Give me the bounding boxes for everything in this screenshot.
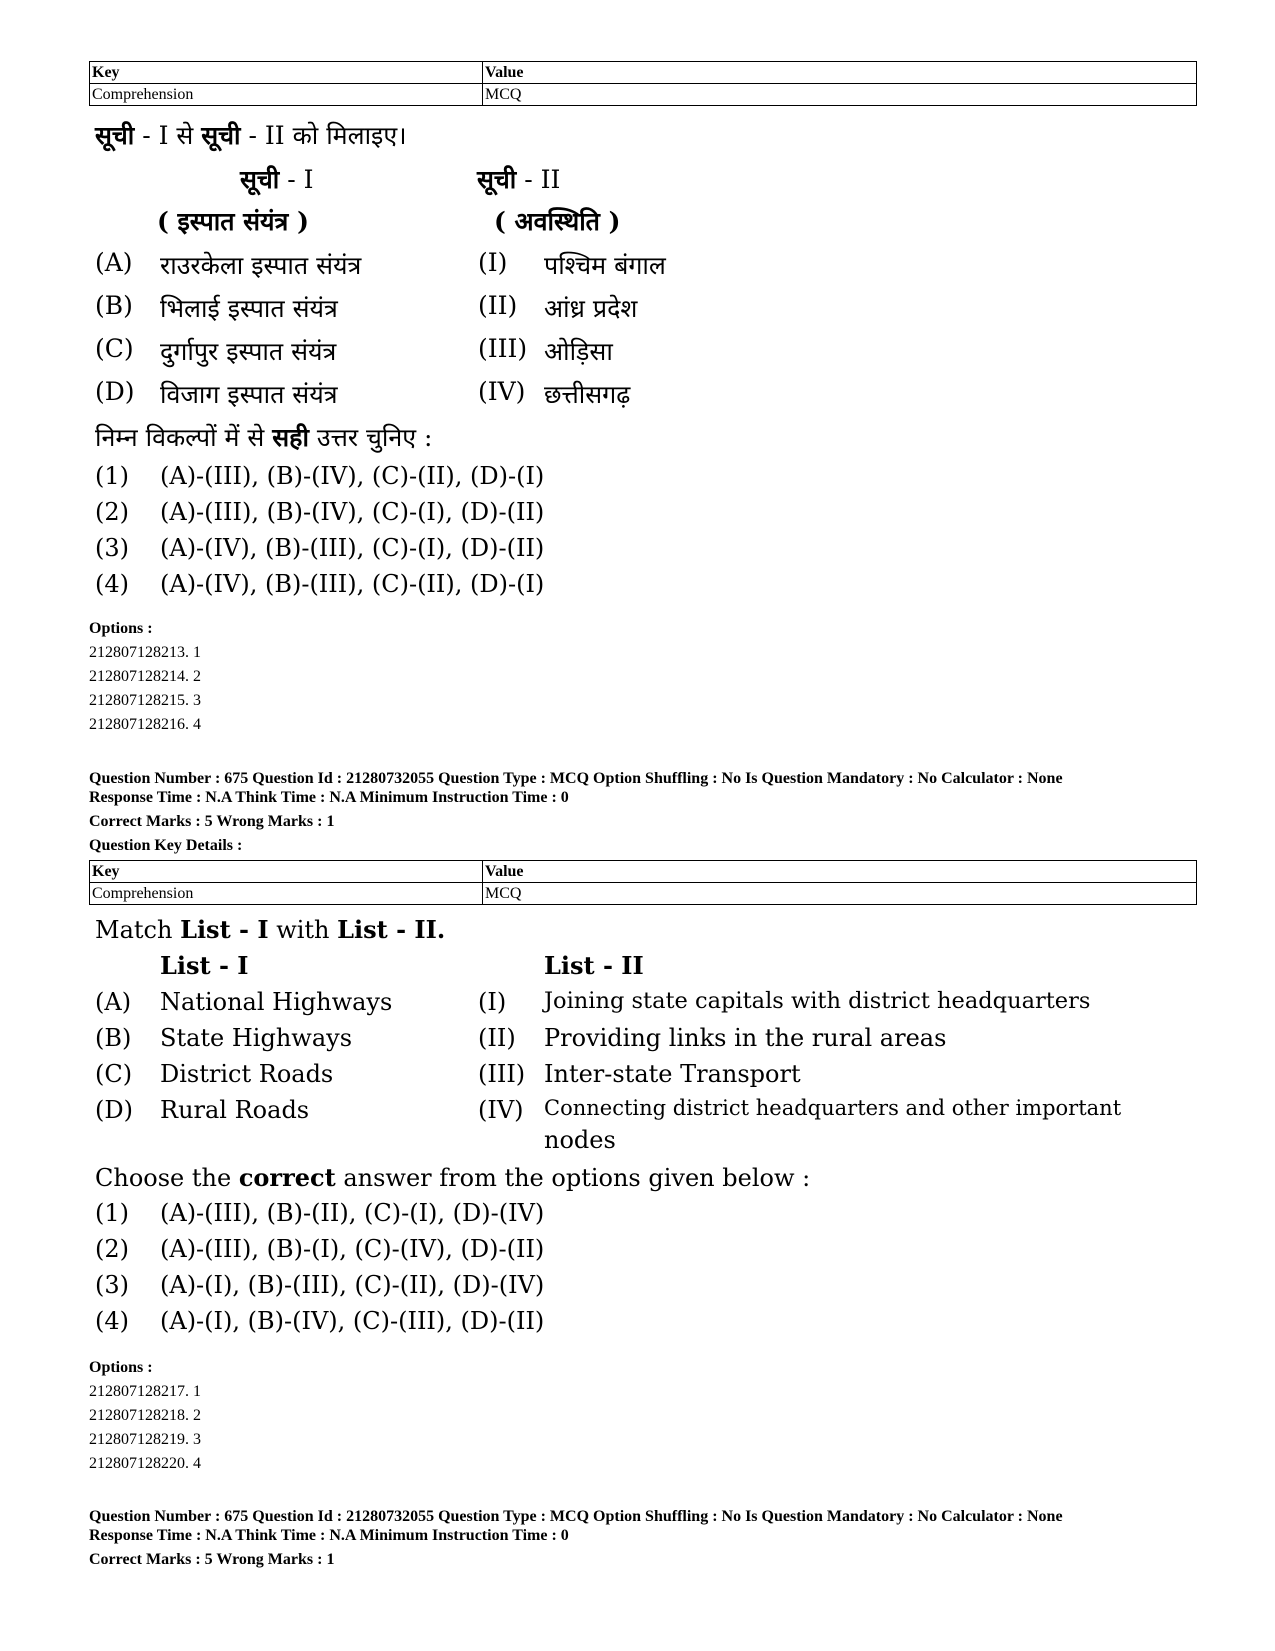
match-item: विजाग इस्पात संयंत्र [160, 380, 338, 409]
choose-instruction: Choose the correct answer from the options given below : [95, 1163, 811, 1192]
option-id: 212807128219. 3 [89, 1431, 201, 1448]
table-header-key: Key [90, 861, 483, 883]
options-label: Options : [89, 620, 153, 637]
question-meta-line: Response Time : N.A Think Time : N.A Minimum Instruction Time : 0 [89, 1527, 569, 1544]
list-2-heading: सूची - II [477, 165, 561, 194]
answer-option-text: (A)-(III), (B)-(II), (C)-(I), (D)-(IV) [160, 1199, 545, 1227]
match-label: (I) [478, 248, 508, 277]
option-id: 212807128215. 3 [89, 692, 201, 709]
match-label: (B) [95, 291, 133, 320]
match-item-continued: nodes [544, 1126, 616, 1154]
match-item: State Highways [160, 1024, 353, 1052]
match-item: छत्तीसगढ़ [544, 380, 631, 409]
option-id: 212807128217. 1 [89, 1383, 201, 1400]
match-item: Rural Roads [160, 1096, 310, 1124]
option-id: 212807128216. 4 [89, 716, 201, 733]
list-2-subheading: ( अवस्थिति ) [494, 207, 621, 236]
answer-option-text: (A)-(I), (B)-(IV), (C)-(III), (D)-(II) [160, 1307, 545, 1335]
match-label: (A) [95, 988, 132, 1016]
answer-option-text: (A)-(I), (B)-(III), (C)-(II), (D)-(IV) [160, 1271, 545, 1299]
answer-option-number: (3) [95, 534, 129, 562]
match-item: दुर्गापुर इस्पात संयंत्र [160, 337, 337, 366]
table-cell-key: Comprehension [90, 84, 483, 106]
question-key-table [89, 61, 1197, 106]
match-label: (C) [95, 334, 134, 363]
list-1-subheading: ( इस्पात संयंत्र ) [157, 207, 309, 236]
answer-option-number: (4) [95, 570, 129, 598]
option-id: 212807128220. 4 [89, 1455, 201, 1472]
question-marks: Correct Marks : 5 Wrong Marks : 1 [89, 813, 335, 830]
match-item: Providing links in the rural areas [544, 1024, 947, 1052]
answer-option-text: (A)-(III), (B)-(IV), (C)-(II), (D)-(I) [160, 462, 545, 490]
list-1-heading: सूची - I [240, 165, 314, 194]
match-label: (A) [95, 248, 133, 277]
answer-option-number: (4) [95, 1307, 129, 1335]
answer-option-text: (A)-(IV), (B)-(III), (C)-(II), (D)-(I) [160, 570, 545, 598]
question-meta-line: Response Time : N.A Think Time : N.A Minimum Instruction Time : 0 [89, 789, 569, 806]
match-label: (C) [95, 1060, 133, 1088]
question-title: Match List - I with List - II. [95, 915, 446, 944]
question-marks: Correct Marks : 5 Wrong Marks : 1 [89, 1551, 335, 1568]
table-header-key: Key [90, 62, 483, 84]
table-cell-value: MCQ [483, 883, 1197, 905]
table-cell-value: MCQ [483, 84, 1197, 106]
match-item: राउरकेला इस्पात संयंत्र [160, 251, 362, 280]
match-item: पश्चिम बंगाल [544, 251, 666, 280]
match-label: (II) [478, 1024, 516, 1052]
question-meta-line: Question Number : 675 Question Id : 21280732055 Question Type : MCQ Option Shuffling : No Is Question Mandatory : No Calculator : None [89, 1508, 1063, 1525]
option-id: 212807128214. 2 [89, 668, 201, 685]
match-label: (III) [478, 334, 528, 363]
match-label: (D) [95, 1096, 133, 1124]
question-title: सूची - I से सूची - II को मिलाइए। [95, 121, 407, 150]
table-header-value: Value [483, 62, 1197, 84]
option-id: 212807128218. 2 [89, 1407, 201, 1424]
match-item: Connecting district headquarters and other important [544, 1096, 1122, 1120]
answer-option-number: (3) [95, 1271, 129, 1299]
answer-option-number: (2) [95, 1235, 129, 1263]
answer-option-number: (1) [95, 1199, 129, 1227]
options-label: Options : [89, 1359, 153, 1376]
match-label: (IV) [478, 377, 526, 406]
match-item: ओड़िसा [544, 337, 613, 366]
list-2-heading: List - II [544, 951, 644, 980]
match-label: (II) [478, 291, 518, 320]
match-label: (IV) [478, 1096, 524, 1124]
table-header-value: Value [483, 861, 1197, 883]
match-item: Joining state capitals with district headquarters [544, 988, 1091, 1014]
match-label: (B) [95, 1024, 132, 1052]
list-1-heading: List - I [160, 951, 249, 980]
match-item: आंध्र प्रदेश [544, 294, 638, 323]
table-cell-key: Comprehension [90, 883, 483, 905]
question-key-details-label: Question Key Details : [89, 837, 243, 854]
choose-instruction: निम्न विकल्पों में से सही उत्तर चुनिए : [95, 423, 433, 452]
answer-option-text: (A)-(III), (B)-(IV), (C)-(I), (D)-(II) [160, 498, 545, 526]
answer-option-number: (1) [95, 462, 129, 490]
match-label: (D) [95, 377, 135, 406]
match-item: National Highways [160, 988, 393, 1016]
match-label: (I) [478, 988, 507, 1016]
match-item: Inter-state Transport [544, 1060, 801, 1088]
answer-option-text: (A)-(III), (B)-(I), (C)-(IV), (D)-(II) [160, 1235, 545, 1263]
match-label: (III) [478, 1060, 526, 1088]
match-item: District Roads [160, 1060, 334, 1088]
answer-option-text: (A)-(IV), (B)-(III), (C)-(I), (D)-(II) [160, 534, 545, 562]
question-key-table [89, 860, 1197, 905]
answer-option-number: (2) [95, 498, 129, 526]
question-meta-line: Question Number : 675 Question Id : 21280732055 Question Type : MCQ Option Shuffling : No Is Question Mandatory : No Calculator : None [89, 770, 1063, 787]
match-item: भिलाई इस्पात संयंत्र [160, 294, 338, 323]
option-id: 212807128213. 1 [89, 644, 201, 661]
